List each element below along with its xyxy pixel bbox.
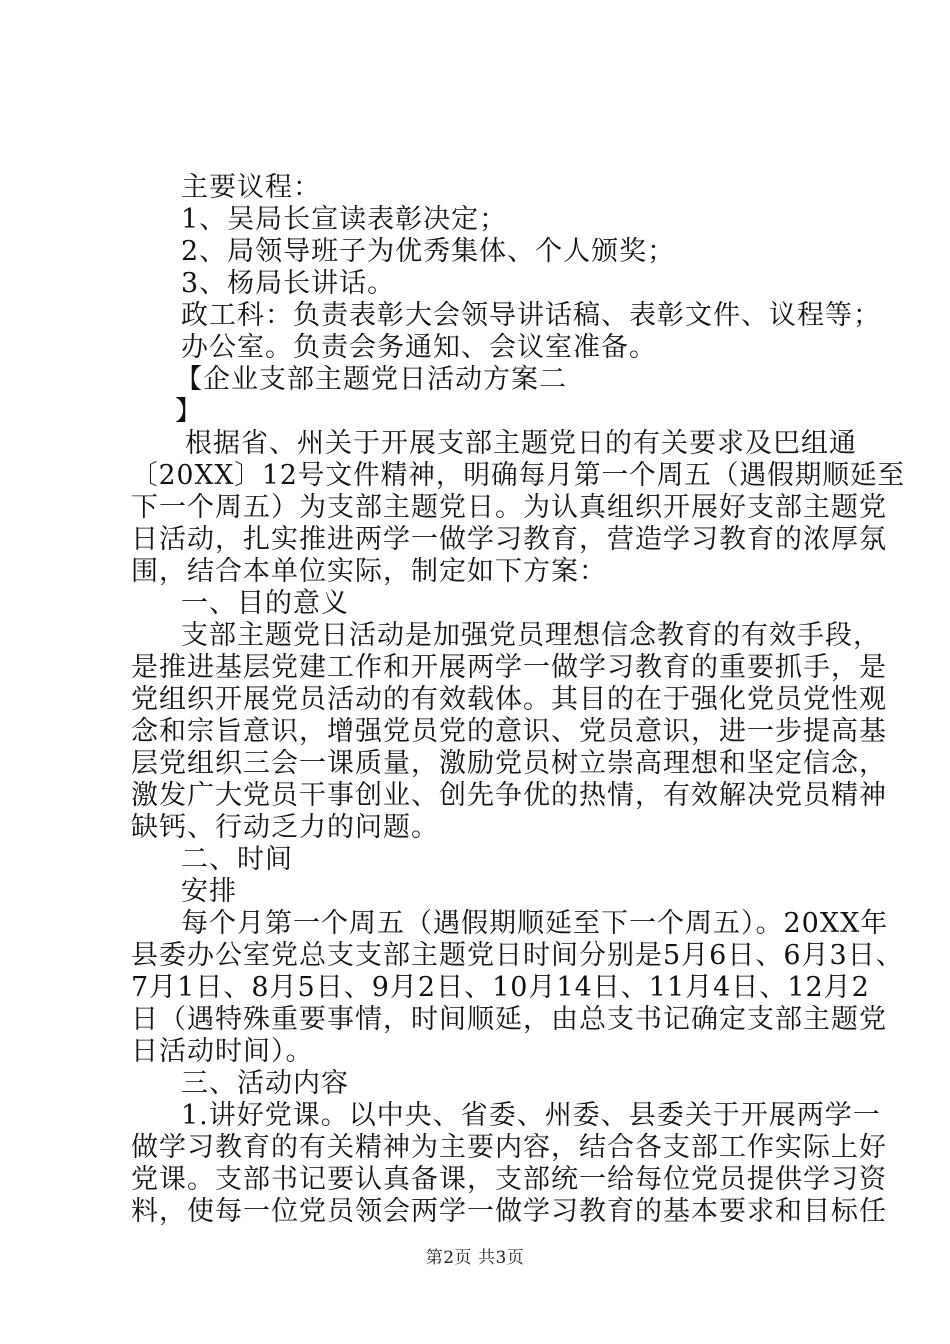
paragraph-line: 下一个周五）为支部主题党日。为认真组织开展好支部主题党 [131,492,887,523]
paragraph-line: 念和宗旨意识，增强党员党的意识、党员意识，进一步提高基 [131,716,887,747]
section-heading: 【企业支部主题党日活动方案二 [175,364,567,395]
paragraph-line: 支部主题党日活动是加强党员理想信念教育的有效手段， [181,620,881,651]
paragraph-line: 每个月第一个周五（遇假期顺延至下一个周五）。20XX年 [181,908,889,939]
text-line: 办公室。负责会务通知、会议室准备。 [181,332,657,363]
paragraph-line: 是推进基层党建工作和开展两学一做学习教育的重要抓手，是 [131,652,887,683]
paragraph-line: 党组织开展党员活动的有效载体。其目的在于强化党员党性观 [131,684,887,715]
section-heading: 一、目的意义 [181,588,349,619]
page-number-footer: 第2页 共3页 [425,1248,525,1268]
section-heading: 安排 [181,876,237,907]
paragraph-line: 日活动时间）。 [131,1036,314,1067]
paragraph-line: 〔20XX〕12号文件精神，明确每月第一个周五（遇假期顺延至 [131,460,906,491]
text-line: 1、吴局长宣读表彰决定； [181,204,508,235]
paragraph-line: 1.讲好党课。以中央、省委、州委、县委关于开展两学一 [181,1100,881,1131]
paragraph-line: 激发广大党员干事创业、创先争优的热情，有效解决党员精神 [131,780,887,811]
section-heading: 三、活动内容 [181,1068,349,1099]
text-line: 政工科：负责表彰大会领导讲话稿、表彰文件、议程等； [181,300,881,331]
text-line: 2、局领导班子为优秀集体、个人颁奖； [181,236,676,267]
section-heading: 二、时间 [181,844,293,875]
paragraph-line: 党课。支部书记要认真备课，支部统一给每位党员提供学习资 [131,1164,887,1195]
paragraph-line: 做学习教育的有关精神为主要内容，结合各支部工作实际上好 [131,1132,887,1163]
paragraph-line: 日活动，扎实推进两学一做学习教育，营造学习教育的浓厚氛 [131,524,887,555]
text-line: 3、杨局长讲话。 [181,268,396,299]
paragraph-line: 日（遇特殊重要事情，时间顺延，由总支书记确定支部主题党 [131,1004,887,1035]
paragraph-line: 层党组织三会一课质量，激励党员树立崇高理想和坚定信念， [131,748,887,779]
paragraph-line: 围，结合本单位实际，制定如下方案： [131,556,607,587]
paragraph-line: 县委办公室党总支支部主题党日时间分别是5月6日、6月3日、 [131,940,904,971]
section-heading: 】 [175,396,203,427]
paragraph-line: 缺钙、行动乏力的问题。 [131,812,439,843]
paragraph-line: 根据省、州关于开展支部主题党日的有关要求及巴组通 [185,428,857,459]
text-line: 主要议程： [181,172,321,203]
paragraph-line: 料，使每一位党员领会两学一做学习教育的基本要求和目标任 [131,1196,887,1227]
paragraph-line: 7月1日、8月5日、9月2日、10月14日、11月4日、12月2 [131,972,870,1003]
